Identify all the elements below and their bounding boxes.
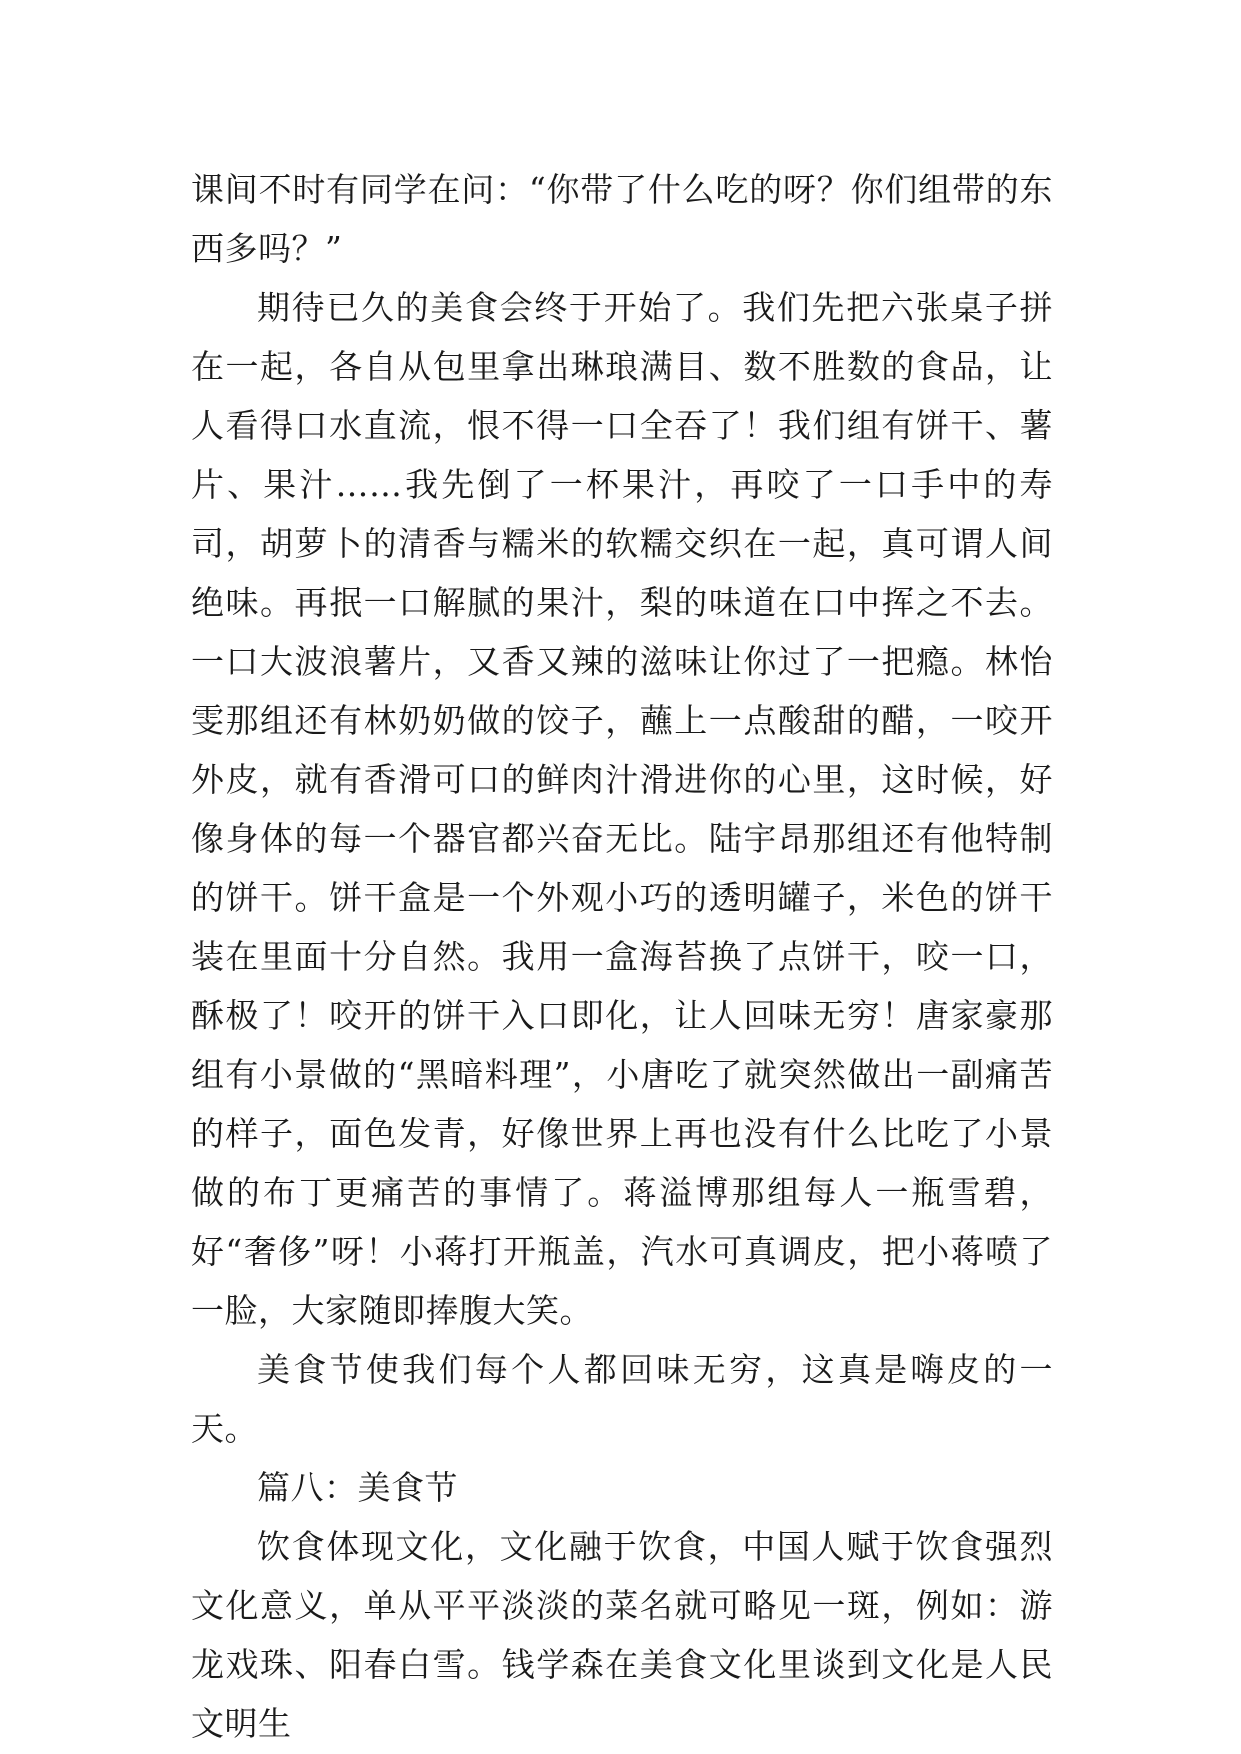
paragraph-food-culture: 饮食体现文化，文化融于饮食，中国人赋于饮食强烈文化意义，单从平平淡淡的菜名就可略见一斑，例如：游龙戏珠、阳春白雪。钱学森在美食文化里谈到文化是人民文明生 (191, 1527, 1053, 1743)
section-heading: 篇八：美食节 (257, 1468, 458, 1507)
paragraph-conclusion: 美食节使我们每个人都回味无穷，这真是嗨皮的一天。 (191, 1350, 1053, 1448)
paragraph-food-party: 期待已久的美食会终于开始了。我们先把六张桌子拼在一起，各自从包里拿出琳琅满目、数不胜数的食品，让人看得口水直流，恨不得一口全吞了！我们组有饼干、薯片、果汁……我先倒了一杯果汁，再咬了一口手中的寿司，胡萝卜的清香与糯米的软糯交织在一起，真可谓人间绝味。再抿一口解腻的果汁，梨的味道在口中挥之不去。一口大波浪薯片，又香又辣的滋味让你过了一把瘾。林怡雯那组还有林奶奶做的饺子，蘸上一点酸甜的醋，一咬开外皮，就有香滑可口的鲜肉汁滑进你的心里，这时候，好像身体的每一个器官都兴奋无比。陆宇昂那组还有他特制的饼干。饼干盒是一个外观小巧的透明罐子，米色的饼干装在里面十分自然。我用一盒海苔换了点饼干，咬一口，酥极了！咬开的饼干入口即化，让人回味无穷！唐家豪那组有小景做的“黑暗料理”，小唐吃了就突然做出一副痛苦的样子，面色发青，好像世界上再也没有什么比吃了小景做的布丁更痛苦的事情了。蒋溢博那组每人一瓶雪碧，好“奢侈”呀！小蒋打开瓶盖，汽水可真调皮，把小蒋喷了一脸，大家随即捧腹大笑。 (191, 288, 1053, 1330)
document-body (191, 160, 1053, 1753)
paragraph-dialogue: 课间不时有同学在问：“你带了什么吃的呀？你们组带的东西多吗？” (191, 170, 1053, 268)
